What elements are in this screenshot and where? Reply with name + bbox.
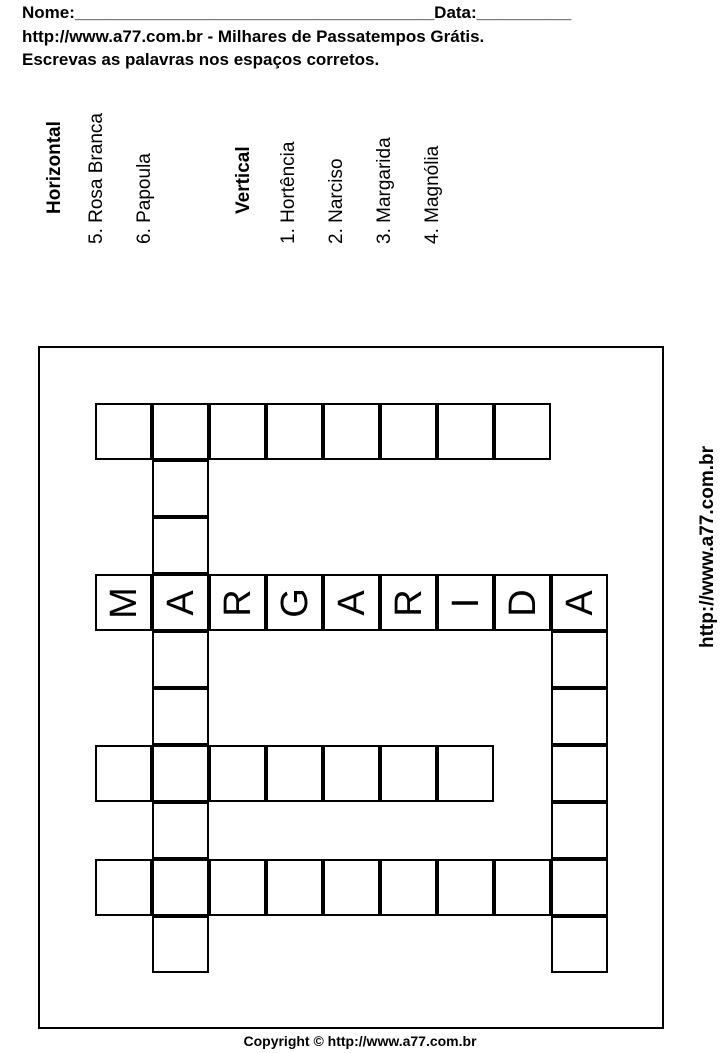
crossword-cell-filled[interactable]: [266, 574, 323, 631]
crossword-cell[interactable]: [494, 403, 551, 460]
footer-copyright: Copyright © http://www.a77.com.br: [243, 1033, 477, 1049]
crossword-cell[interactable]: [437, 403, 494, 460]
cell-letter: A: [558, 589, 601, 616]
crossword-cell[interactable]: [323, 859, 380, 916]
vertical-clue-4: 4. Magnólia: [422, 145, 443, 244]
cell-letter: G: [273, 587, 316, 618]
crossword-cell[interactable]: [152, 745, 209, 802]
crossword-cell-filled[interactable]: [494, 574, 551, 631]
crossword-cell[interactable]: [551, 802, 608, 859]
crossword-cell-filled[interactable]: [323, 574, 380, 631]
crossword-cell[interactable]: [266, 745, 323, 802]
cell-letter: R: [216, 588, 259, 617]
crossword-cell[interactable]: [323, 403, 380, 460]
crossword-cell[interactable]: [380, 859, 437, 916]
crossword-cell[interactable]: [266, 403, 323, 460]
crossword-cell[interactable]: [437, 859, 494, 916]
crossword-cell[interactable]: [95, 403, 152, 460]
crossword-cell[interactable]: [152, 460, 209, 517]
vertical-clue-2: 2. Narciso: [326, 158, 347, 244]
crossword-cell-filled[interactable]: [95, 574, 152, 631]
cell-letter: A: [159, 589, 202, 616]
crossword-cell[interactable]: [494, 859, 551, 916]
crossword-cell[interactable]: [551, 631, 608, 688]
cell-letter: R: [387, 588, 430, 617]
vertical-heading: Vertical: [233, 146, 254, 214]
crossword-cell[interactable]: [152, 916, 209, 973]
vertical-clue-3: 3. Margarida: [374, 137, 395, 244]
horizontal-clue-6: 6. Papoula: [134, 153, 155, 244]
crossword-cell[interactable]: [437, 745, 494, 802]
crossword-cell[interactable]: [380, 403, 437, 460]
cell-letter: A: [330, 589, 373, 616]
name-date-line: Nome:______________________________________Data:__________: [22, 3, 572, 22]
cell-letter: M: [102, 586, 145, 619]
crossword-cell[interactable]: [209, 403, 266, 460]
crossword-cell[interactable]: [152, 403, 209, 460]
cell-letter: D: [501, 588, 544, 617]
crossword-cell[interactable]: [551, 745, 608, 802]
crossword-cell[interactable]: [209, 745, 266, 802]
crossword-cell[interactable]: [323, 745, 380, 802]
horizontal-heading: Horizontal: [44, 121, 65, 214]
crossword-cell[interactable]: [152, 859, 209, 916]
crossword-cell[interactable]: [95, 859, 152, 916]
crossword-cell[interactable]: [551, 916, 608, 973]
site-title-line: http://www.a77.com.br - Milhares de Passatempos Grátis.: [22, 27, 485, 46]
crossword-cell[interactable]: [551, 688, 608, 745]
crossword-cell[interactable]: [266, 859, 323, 916]
crossword-cell[interactable]: [209, 859, 266, 916]
horizontal-clue-5: 5. Rosa Branca: [86, 113, 107, 244]
crossword-cell-filled[interactable]: [152, 574, 209, 631]
crossword-cell[interactable]: [152, 802, 209, 859]
crossword-cell-filled[interactable]: [551, 574, 608, 631]
crossword-cell[interactable]: [152, 631, 209, 688]
side-url: http://www.a77.com.br: [697, 446, 718, 648]
crossword-cell-filled[interactable]: [209, 574, 266, 631]
crossword-cell[interactable]: [551, 859, 608, 916]
crossword-cell[interactable]: [380, 745, 437, 802]
instructions-line: Escrevas as palavras nos espaços corretos.: [22, 50, 380, 69]
crossword-cell-filled[interactable]: [380, 574, 437, 631]
vertical-clue-1: 1. Hortência: [278, 141, 299, 244]
crossword-cell[interactable]: [152, 688, 209, 745]
crossword-cell[interactable]: [95, 745, 152, 802]
crossword-cell[interactable]: [152, 517, 209, 574]
cell-letter: I: [444, 597, 487, 608]
crossword-cell-filled[interactable]: [437, 574, 494, 631]
